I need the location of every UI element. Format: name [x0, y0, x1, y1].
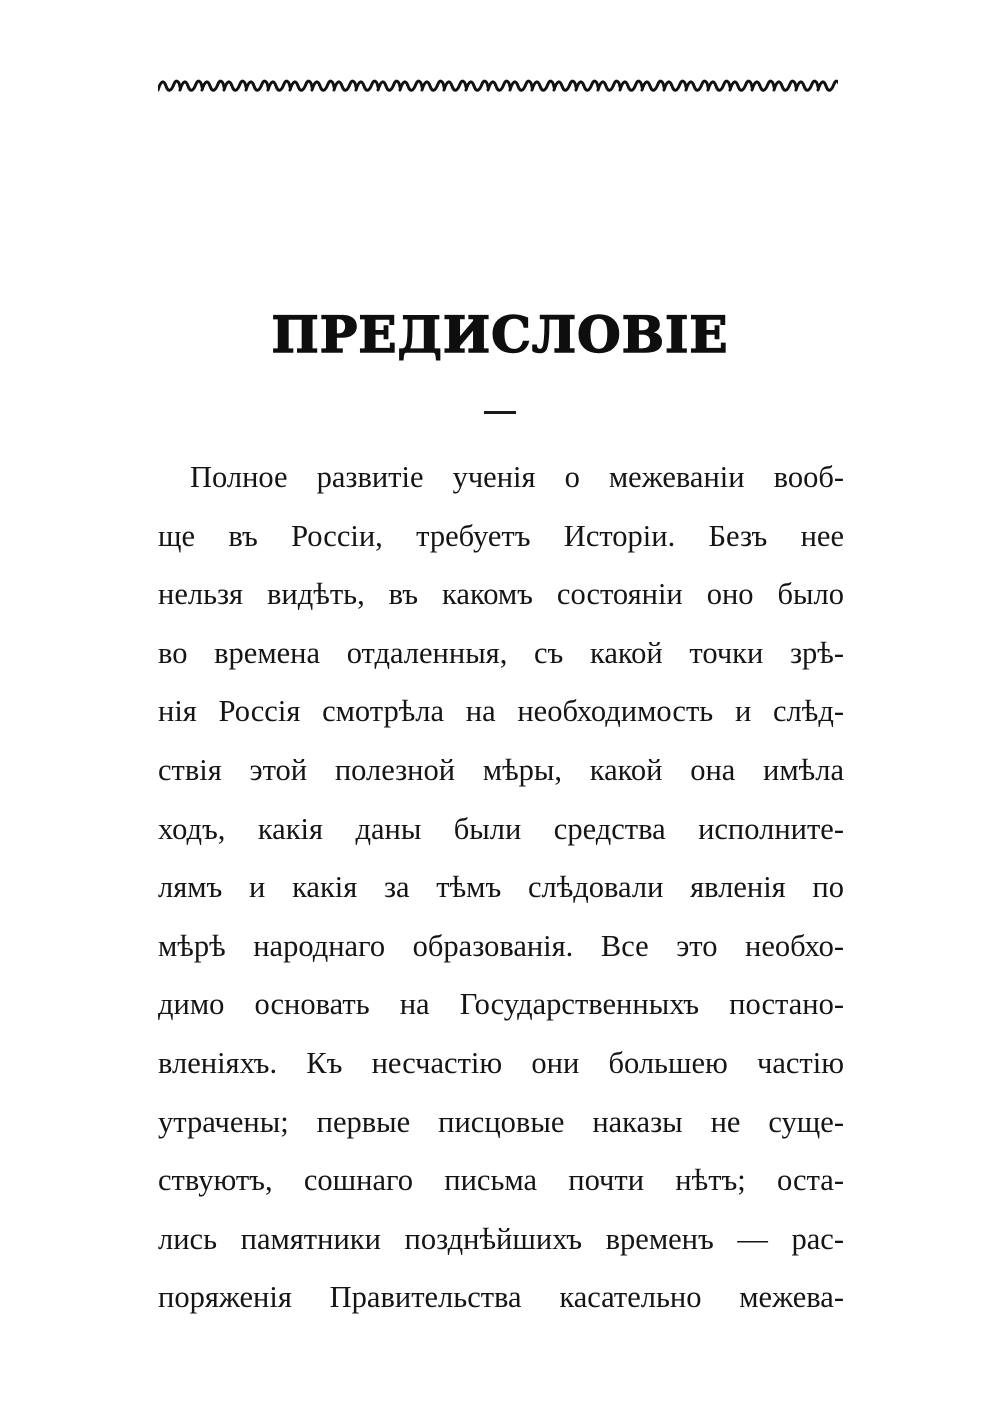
- text-line: утрачены; первые писцовые наказы не суще-: [158, 1104, 844, 1139]
- text-line: ходъ, какія даны были средства исполните-: [158, 811, 844, 846]
- preface-paragraph: [158, 448, 844, 1327]
- text-line: поряженія Правительства касательно межева-: [158, 1280, 844, 1315]
- text-line: ствуютъ, сошнаго письма почти нѣтъ; оста-: [158, 1163, 844, 1198]
- text-line: димо основать на Государственныхъ постано-: [158, 987, 844, 1022]
- title-divider: [484, 411, 516, 414]
- text-line: нія Россія смотрѣла на необходимость и слѣд-: [158, 694, 844, 729]
- text-line: вленіяхъ. Къ несчастію они большею частію: [158, 1045, 844, 1080]
- text-line: нельзя видѣть, въ какомъ состояніи оно было: [158, 577, 844, 612]
- text-line: ствія этой полезной мѣры, какой она имѣла: [158, 752, 844, 787]
- decorative-ornament-icon: [158, 76, 838, 98]
- text-line: лямъ и какія за тѣмъ слѣдовали явленія по: [158, 870, 844, 905]
- page-title: ПРЕДИСЛОВІЕ: [271, 305, 729, 364]
- text-line: лись памятники позднѣйшихъ временъ — рас-: [158, 1221, 844, 1256]
- text-line: во времена отдаленныя, съ какой точки зрѣ-: [158, 635, 844, 670]
- text-line: мѣрѣ народнаго образованія. Все это необхо-: [158, 928, 844, 963]
- text-line: Полное развитіе ученія о межеваніи вооб-: [190, 460, 844, 494]
- text-line: ще въ Россіи, требуетъ Исторіи. Безъ нее: [158, 518, 844, 553]
